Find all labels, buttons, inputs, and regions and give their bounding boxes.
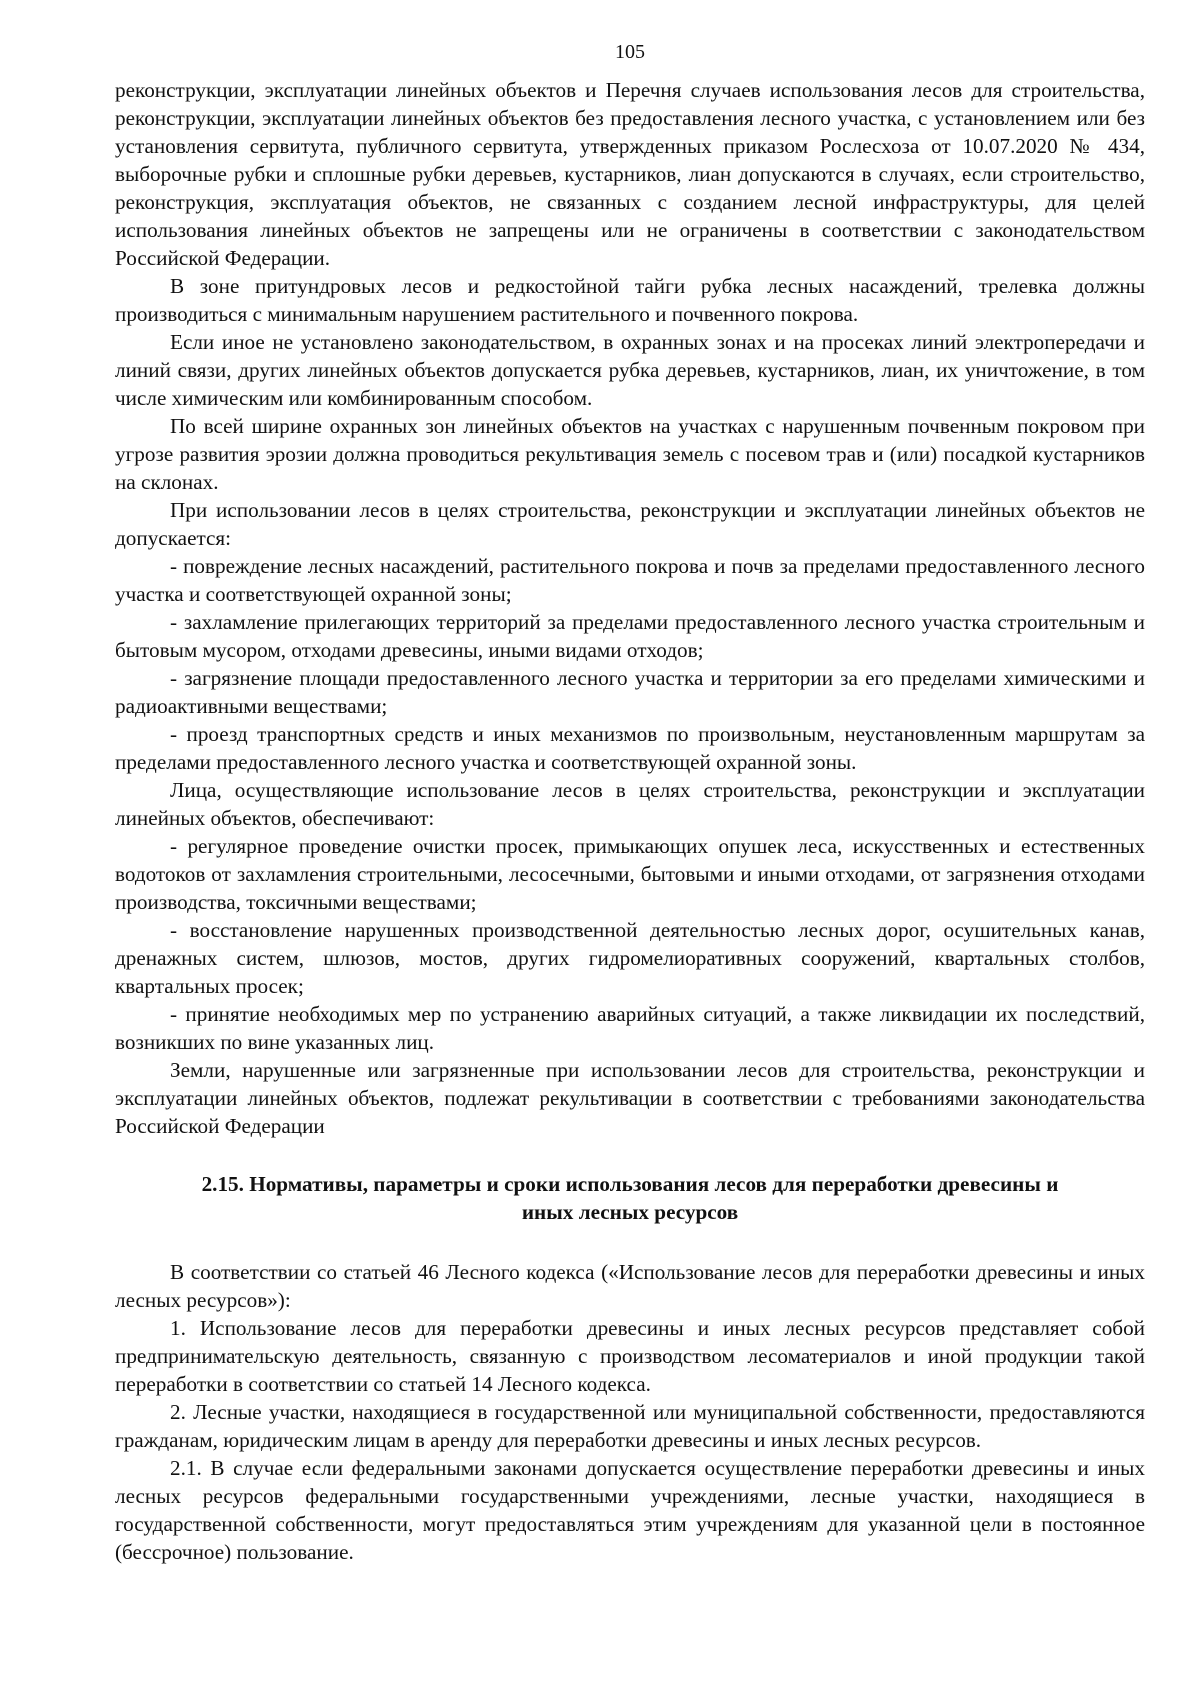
paragraph: Лица, осуществляющие использование лесов в целях строительства, реконструкции и эксплуатации линейных объектов, обеспечивают: — [115, 778, 1145, 830]
text-block-after — [115, 1258, 1145, 1566]
paragraph: Если иное не установлено законодательством, в охранных зонах и на просеках линий электропередачи и линий связи, других линейных объектов допускается рубка деревьев, кустарников, лиан, их уничтожение, в том числе химическим или комбинированным способом. — [115, 330, 1145, 410]
text-block-before — [115, 76, 1145, 1140]
list-item: - повреждение лесных насаждений, растительного покрова и почв за пределами предоставленного лесного участка и соответствующей охранной зоны; — [115, 554, 1145, 606]
paragraph: При использовании лесов в целях строительства, реконструкции и эксплуатации линейных объектов не допускается: — [115, 498, 1145, 550]
paragraph: Земли, нарушенные или загрязненные при использовании лесов для строительства, реконструкции и эксплуатации линейных объектов, подлежат рекультивации в соответствии с требованиями законодательства Российской Федерации — [115, 1058, 1145, 1138]
paragraph: 2.1. В случае если федеральными законами допускается осуществление переработки древесины и иных лесных ресурсов федеральными государственными учреждениями, лесные участки, находящиеся в государственной собственности, могут предоставляться этим учреждениям для указанной цели в постоянное (бессрочное) пользование. — [115, 1456, 1145, 1564]
paragraph: реконструкции, эксплуатации линейных объектов и Перечня случаев использования лесов для строительства, реконструкции, эксплуатации линейных объектов без предоставления лесного участка, с установлением или без установления сервитута, публичного сервитута, утвержденных приказом Рослесхоза от 10.07.2020 № 434, выборочные рубки и сплошные рубки деревьев, кустарников, лиан допускаются в случаях, если строительство, реконструкция, эксплуатация объектов, не связанных с созданием лесной инфраструктуры, для целей использования линейных объектов не запрещены или не ограничены в соответствии с законодательством Российской Федерации. — [115, 78, 1145, 270]
paragraph: В соответствии со статьей 46 Лесного кодекса («Использование лесов для переработки древесины и иных лесных ресурсов»): — [115, 1260, 1145, 1312]
paragraph: По всей ширине охранных зон линейных объектов на участках с нарушенным почвенным покровом при угрозе развития эрозии должна проводиться рекультивация земель с посевом трав и (или) посадкой кустарников на склонах. — [115, 414, 1145, 494]
list-item: - захламление прилегающих территорий за пределами предоставленного лесного участка строительным и бытовым мусором, отходами древесины, иными видами отходов; — [115, 610, 1145, 662]
list-item: - принятие необходимых мер по устранению аварийных ситуаций, а также ликвидации их последствий, возникших по вине указанных лиц. — [115, 1002, 1145, 1054]
list-item: - проезд транспортных средств и иных механизмов по произвольным, неустановленным маршрутам за пределами предоставленного лесного участка и соответствующей охранной зоны. — [115, 722, 1145, 774]
section-heading — [115, 1170, 1145, 1226]
list-item: - регулярное проведение очистки просек, примыкающих опушек леса, искусственных и естественных водотоков от захламления строительными, лесосечными, бытовыми и иными отходами, от загрязнения отходами производства, токсичными веществами; — [115, 834, 1145, 914]
paragraph: 2. Лесные участки, находящиеся в государственной или муниципальной собственности, предоставляются гражданам, юридическим лицам в аренду для переработки древесины и иных лесных ресурсов. — [115, 1400, 1145, 1452]
list-item: - восстановление нарушенных производственной деятельностью лесных дорог, осушительных канав, дренажных систем, шлюзов, мостов, других гидромелиоративных сооружений, квартальных столбов, квартальных просек; — [115, 918, 1145, 998]
page-number: 105 — [615, 41, 645, 63]
list-item: - загрязнение площади предоставленного лесного участка и территории за его пределами химическими и радиоактивными веществами; — [115, 666, 1145, 718]
document-page — [115, 38, 1145, 1566]
paragraph: 1. Использование лесов для переработки древесины и иных лесных ресурсов представляет собой предпринимательскую деятельность, связанную с производством лесоматериалов и иной продукции такой переработки в соответствии со статьей 14 Лесного кодекса. — [115, 1316, 1145, 1396]
section-heading-line: 2.15. Нормативы, параметры и сроки использования лесов для переработки древесины и — [201, 1172, 1059, 1196]
section-heading-line: иных лесных ресурсов — [521, 1200, 739, 1224]
paragraph: В зоне притундровых лесов и редкостойной тайги рубка лесных насаждений, трелевка должны производиться с минимальным нарушением растительного и почвенного покрова. — [115, 274, 1145, 326]
